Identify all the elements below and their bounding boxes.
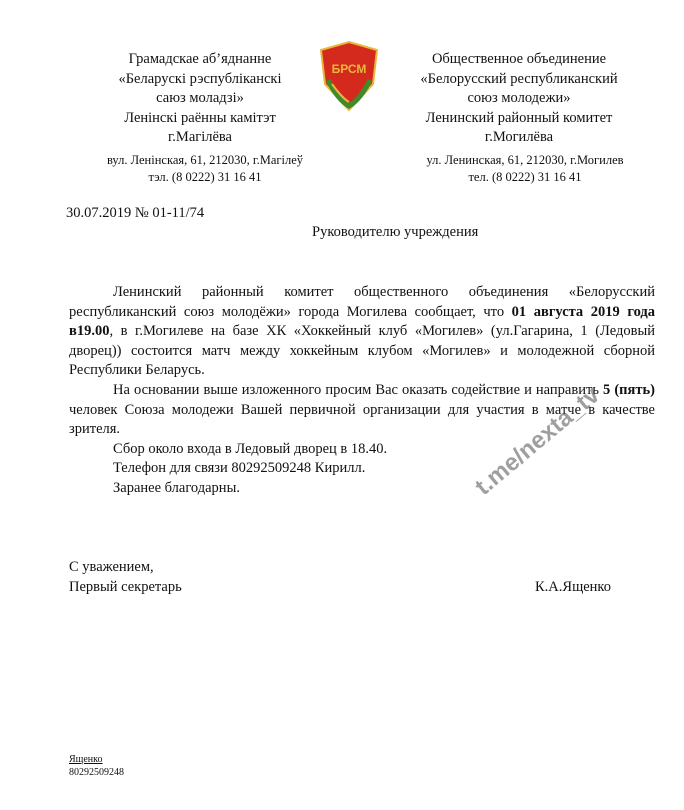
- body-paragraph: Сбор около входа в Ледовый дворец в 18.40.: [113, 440, 388, 457]
- footer-executor-name: Ященко: [69, 754, 103, 765]
- header-left-line: «Беларускі рэспубліканскі: [118, 70, 282, 87]
- event-date-time: 01 августа 2019 года в19.00: [69, 303, 655, 340]
- body-paragraph: Заранее благодарны.: [113, 479, 240, 496]
- body-paragraph: Ленинский районный комитет общественного объединения «Белорусский республиканский союз молодёжи» города Могилева сообщает, что 01 августа 2019 года в19.00, в г.Могилеве на базе ХК «Хоккейный клуб «Могилев» (ул.Гагарина, 1 (Ледовый дворец)) состоится матч между хоккейным клубом «Могилев» и молодежной сборной Республики Беларусь.: [69, 284, 655, 379]
- header-left-belarusian: [75, 50, 325, 148]
- closing-regards: С уважением,: [69, 559, 154, 575]
- address-line: ул. Ленинская, 61, 212030, г.Могилев: [426, 153, 624, 167]
- header-left-line: саюз моладзі»: [156, 90, 244, 106]
- letter-body: [69, 283, 655, 499]
- body-paragraph: На основании выше изложенного просим Вас оказать содействие и направить 5 (пять) человек Союза молодежи Вашей первичной организации для участия в матче в качестве зрителя.: [69, 381, 655, 438]
- emblem-text: БРСМ: [331, 62, 367, 76]
- body-paragraph: Телефон для связи 80292509248 Кирилл.: [113, 460, 366, 477]
- header-right-line: г.Могилёва: [484, 129, 554, 145]
- watermark: t.me/nexta_tv: [470, 381, 605, 501]
- header-left-line: г.Магілёва: [167, 129, 232, 145]
- addressee: Руководителю учреждения: [312, 224, 479, 240]
- address-left: [70, 152, 340, 186]
- address-line: вул. Ленінская, 61, 212030, г.Магілеў: [106, 153, 304, 167]
- phone-line: тэл. (8 0222) 31 16 41: [148, 170, 262, 184]
- signer-name: К.А.Ященко: [535, 579, 611, 595]
- header-right-russian: [388, 50, 650, 148]
- signer-position: Первый секретарь: [69, 579, 182, 595]
- header-left-line: Грамадскае аб’яднанне: [128, 51, 272, 67]
- header-left-line: Ленінскі раённы камітэт: [124, 109, 276, 126]
- people-count: 5 (пять): [603, 381, 655, 398]
- header-right-line: союз молодежи»: [467, 90, 571, 106]
- brsm-emblem-logo: [318, 40, 380, 112]
- footer-executor-phone: 80292509248: [69, 767, 124, 778]
- header-right-line: Ленинский районный комитет: [425, 109, 613, 126]
- document-number: 30.07.2019 № 01-11/74: [66, 205, 205, 221]
- header-right-line: Общественное объединение: [431, 51, 607, 67]
- header-right-line: «Белорусский республиканский: [420, 70, 618, 87]
- address-right: [380, 152, 670, 186]
- phone-line: тел. (8 0222) 31 16 41: [468, 170, 582, 184]
